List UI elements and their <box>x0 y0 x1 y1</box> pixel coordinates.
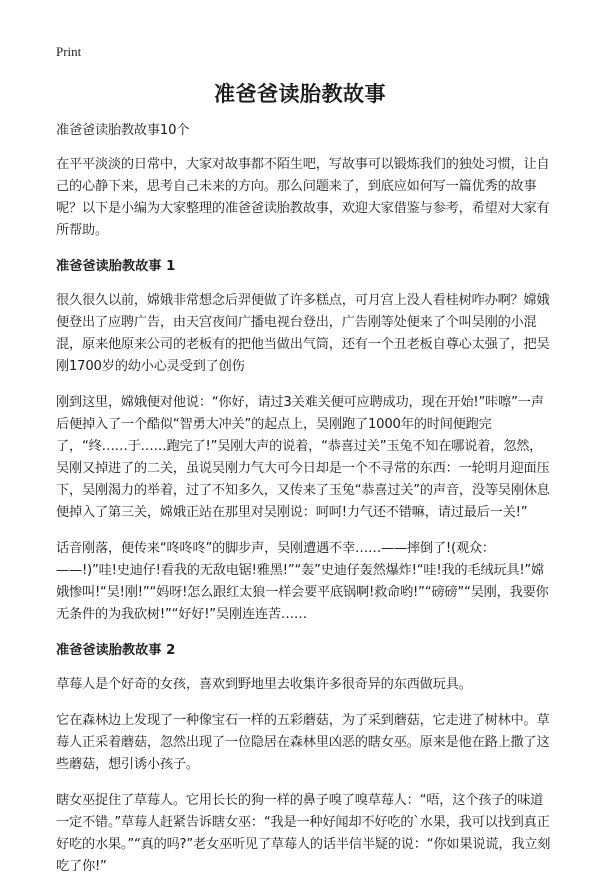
story-paragraph: 它在森林边上发现了一种像宝石一样的五彩蘑菇，为了采到蘑菇，它走进了树林中。草莓人正采着蘑菇，忽然出现了一位隐居在森林里凶恶的瞎女巫。原来是他在路上撒了这些蘑菇，想引诱小孩子。 <box>56 713 550 772</box>
story-paragraph: 刚到这里，嫦娥便对他说：“你好，请过3关难关便可应聘成功，现在开始!”咔嚓”一声后便掉入了一个酷似“智勇大冲关”的起点上，吴刚跑了1000年的时间便跑完了，“终……于……跑完了!”吴刚大声的说着，“恭喜过关”玉兔不知在哪说着，忽然，吴刚又掉进了的二关，虽说吴刚力气大可今日却是一个不寻常的东西：一轮明月迎面压下，吴刚渴力的举着，过了不知多久，又传来了玉兔“恭喜过关”的声音，没等吴刚休息便掉入了第三关，嫦娥正站在那里对吴刚说：呵呵!力气还不错嘛，请过最后一关!” <box>56 395 550 520</box>
section-heading: 准爸爸读胎教故事 1 <box>56 259 176 274</box>
story-paragraph: 很久很久以前，嫦娥非常想念后羿便做了许多糕点，可月宫上没人看桂树咋办啊？嫦娥便登出了应聘广告，由天宫夜间广播电视台登出，广告刚等处便来了个叫吴刚的小混混，原来他原来公司的老板有的把他当做出气筒，还有一个丑老板自尊心太强了，把吴刚1700岁的幼小心灵受到了创伤 <box>56 293 550 374</box>
story-paragraph: 草莓人是个好奇的女孩，喜欢到野地里去收集许多很奇异的东西做玩具。 <box>56 677 472 692</box>
story-paragraph: 瞎女巫捉住了草莓人。它用长长的狗一样的鼻子嗅了嗅草莓人：“唔，这个孩子的味道一定不错。”草莓人赶紧告诉瞎女巫：“我是一种好闻却不好吃的`水果，我可以找到真正好吃的水果。”“真的吗?”老女巫听见了草莓人的话半信半疑的说：“你如果说谎，我立刻吃了你!” <box>56 793 551 874</box>
article-body <box>56 120 554 892</box>
page-title: 准爸爸读胎教故事 <box>214 82 386 106</box>
article-subtitle: 准爸爸读胎教故事10个 <box>56 123 190 138</box>
story-section-2 <box>56 640 554 878</box>
story-section-1 <box>56 256 554 626</box>
intro-paragraph: 在平平淡淡的日常中，大家对故事都不陌生吧，写故事可以锻炼我们的独处习惯，让自己的心静下来，思考自己未来的方向。那么问题来了，到底应如何写一篇优秀的故事呢？以下是小编为大家整理的准爸爸读胎教故事，欢迎大家借鉴与参考，希望对大家有所帮助。 <box>56 157 550 238</box>
story-paragraph: 话音刚落，便传来“咚咚咚”的脚步声，吴刚遭遇不幸……——摔倒了!(观众：——!)”哇!史迪仔!看我的无敌电锯!雅黑!”“轰”史迪仔轰然爆炸!“哇!我的毛绒玩具!”嫦娥惨叫!“吴!刚!”“妈呀!怎么跟红太狼一样会要平底锅啊!救命哟!”“磅磅”“吴刚，我要你无条件的为我砍树!”“好好!”吴刚连连苦…… <box>56 541 549 622</box>
print-link[interactable]: Print <box>56 44 82 59</box>
section-heading: 准爸爸读胎教故事 2 <box>56 643 176 658</box>
